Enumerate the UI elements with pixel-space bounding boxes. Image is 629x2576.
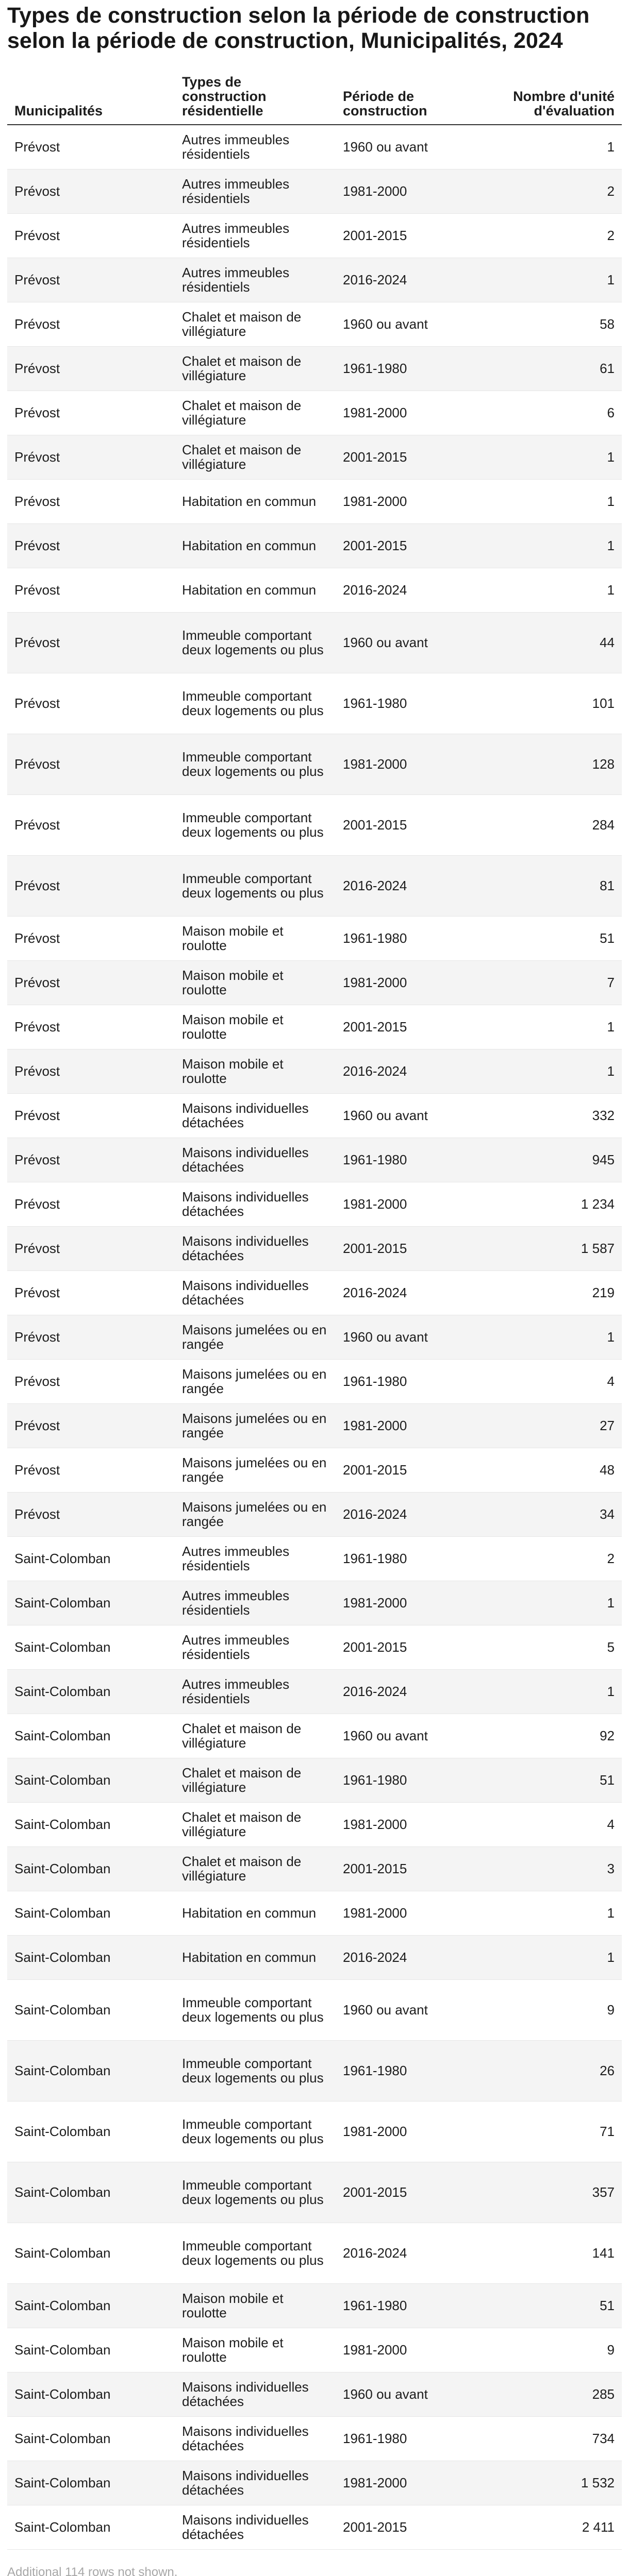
- cell-type-construction: Maison mobile et roulotte: [175, 1005, 336, 1049]
- cell-municipalite: Saint-Colomban: [7, 2040, 175, 2101]
- cell-nombre: 1: [493, 568, 622, 612]
- cell-type-construction: Habitation en commun: [175, 568, 336, 612]
- table-row: [7, 1979, 622, 2040]
- cell-type-construction: Immeuble comportant deux logements ou plus: [175, 673, 336, 734]
- cell-municipalite: Saint-Colomban: [7, 2223, 175, 2283]
- cell-municipalite: Saint-Colomban: [7, 1669, 175, 1714]
- cell-type-construction: Maisons jumelées ou en rangée: [175, 1448, 336, 1492]
- cell-municipalite: Prévost: [7, 673, 175, 734]
- cell-type-construction: Maisons individuelles détachées: [175, 1226, 336, 1270]
- chart-title: Types de construction selon la période de construction selon la période de construction, Municipalités, 2024: [7, 3, 590, 53]
- cell-type-construction: Immeuble comportant deux logements ou plus: [175, 734, 336, 794]
- cell-municipalite: Prévost: [7, 1448, 175, 1492]
- table-row: [7, 2328, 622, 2372]
- cell-periode: 2001-2015: [336, 1625, 493, 1669]
- table-row: [7, 1403, 622, 1448]
- cell-municipalite: Saint-Colomban: [7, 1625, 175, 1669]
- cell-nombre: 51: [493, 2283, 622, 2328]
- cell-nombre: 1: [493, 1581, 622, 1625]
- cell-type-construction: Maisons individuelles détachées: [175, 2372, 336, 2416]
- cell-type-construction: Maison mobile et roulotte: [175, 2328, 336, 2372]
- cell-municipalite: Prévost: [7, 1138, 175, 1182]
- table-row: [7, 479, 622, 523]
- cell-nombre: 1 234: [493, 1182, 622, 1226]
- cell-periode: 1981-2000: [336, 479, 493, 523]
- cell-municipalite: Saint-Colomban: [7, 1979, 175, 2040]
- cell-municipalite: Prévost: [7, 346, 175, 391]
- cell-periode: 1961-1980: [336, 1359, 493, 1403]
- cell-type-construction: Maison mobile et roulotte: [175, 1049, 336, 1093]
- cell-municipalite: Prévost: [7, 523, 175, 568]
- cell-periode: 2016-2024: [336, 258, 493, 302]
- cell-nombre: 219: [493, 1270, 622, 1315]
- cell-municipalite: Prévost: [7, 1492, 175, 1536]
- cell-nombre: 2: [493, 169, 622, 213]
- table-row: [7, 1005, 622, 1049]
- table-row: [7, 1625, 622, 1669]
- cell-nombre: 71: [493, 2101, 622, 2162]
- column-header-municipalites[interactable]: Municipalités: [7, 67, 175, 125]
- cell-municipalite: Prévost: [7, 794, 175, 855]
- table-row: [7, 612, 622, 673]
- cell-nombre: 734: [493, 2416, 622, 2461]
- cell-municipalite: Prévost: [7, 435, 175, 479]
- cell-periode: 2001-2015: [336, 2162, 493, 2223]
- cell-periode: 1961-1980: [336, 2283, 493, 2328]
- cell-nombre: 34: [493, 1492, 622, 1536]
- cell-periode: 1961-1980: [336, 2040, 493, 2101]
- cell-municipalite: Prévost: [7, 916, 175, 960]
- cell-periode: 1981-2000: [336, 2101, 493, 2162]
- cell-municipalite: Prévost: [7, 169, 175, 213]
- cell-nombre: 945: [493, 1138, 622, 1182]
- table-row: [7, 302, 622, 346]
- cell-nombre: 61: [493, 346, 622, 391]
- cell-type-construction: Chalet et maison de villégiature: [175, 391, 336, 435]
- table-row: [7, 1182, 622, 1226]
- table-row: [7, 2372, 622, 2416]
- table-row: [7, 855, 622, 916]
- table-row: [7, 1891, 622, 1935]
- cell-nombre: 58: [493, 302, 622, 346]
- cell-nombre: 1: [493, 479, 622, 523]
- cell-periode: 2001-2015: [336, 794, 493, 855]
- cell-nombre: 1: [493, 523, 622, 568]
- cell-periode: 1981-2000: [336, 2328, 493, 2372]
- cell-municipalite: Prévost: [7, 1093, 175, 1138]
- cell-municipalite: Saint-Colomban: [7, 2328, 175, 2372]
- cell-periode: 1981-2000: [336, 734, 493, 794]
- cell-municipalite: Prévost: [7, 1182, 175, 1226]
- table-row: [7, 346, 622, 391]
- cell-periode: 1961-1980: [336, 2416, 493, 2461]
- cell-type-construction: Habitation en commun: [175, 523, 336, 568]
- cell-periode: 1960 ou avant: [336, 1714, 493, 1758]
- cell-nombre: 5: [493, 1625, 622, 1669]
- cell-type-construction: Chalet et maison de villégiature: [175, 302, 336, 346]
- cell-periode: 1961-1980: [336, 673, 493, 734]
- cell-type-construction: Maisons jumelées ou en rangée: [175, 1359, 336, 1403]
- table-row: [7, 1802, 622, 1846]
- cell-municipalite: Prévost: [7, 479, 175, 523]
- cell-type-construction: Maisons individuelles détachées: [175, 2505, 336, 2549]
- cell-nombre: 332: [493, 1093, 622, 1138]
- cell-periode: 2016-2024: [336, 1669, 493, 1714]
- cell-nombre: 285: [493, 2372, 622, 2416]
- table-row: [7, 258, 622, 302]
- table-row: [7, 2461, 622, 2505]
- table-row: [7, 673, 622, 734]
- table-row: [7, 960, 622, 1005]
- cell-type-construction: Autres immeubles résidentiels: [175, 125, 336, 169]
- cell-periode: 1961-1980: [336, 1536, 493, 1581]
- cell-type-construction: Maisons individuelles détachées: [175, 1182, 336, 1226]
- header-row: [7, 67, 622, 125]
- cell-municipalite: Saint-Colomban: [7, 1935, 175, 1979]
- cell-municipalite: Saint-Colomban: [7, 2162, 175, 2223]
- cell-type-construction: Chalet et maison de villégiature: [175, 1758, 336, 1802]
- cell-type-construction: Chalet et maison de villégiature: [175, 1802, 336, 1846]
- cell-municipalite: Saint-Colomban: [7, 2101, 175, 2162]
- table-row: [7, 435, 622, 479]
- cell-nombre: 284: [493, 794, 622, 855]
- cell-periode: 2016-2024: [336, 568, 493, 612]
- cell-type-construction: Immeuble comportant deux logements ou plus: [175, 2223, 336, 2283]
- cell-type-construction: Maisons individuelles détachées: [175, 2416, 336, 2461]
- table-row: [7, 1669, 622, 1714]
- cell-periode: 1960 ou avant: [336, 1979, 493, 2040]
- cell-nombre: 1: [493, 1315, 622, 1359]
- cell-municipalite: Prévost: [7, 1049, 175, 1093]
- cell-nombre: 1: [493, 125, 622, 169]
- cell-type-construction: Chalet et maison de villégiature: [175, 346, 336, 391]
- cell-type-construction: Autres immeubles résidentiels: [175, 1581, 336, 1625]
- cell-type-construction: Maisons individuelles détachées: [175, 1138, 336, 1182]
- cell-nombre: 1 587: [493, 1226, 622, 1270]
- table-row: [7, 1846, 622, 1891]
- cell-type-construction: Maisons individuelles détachées: [175, 1093, 336, 1138]
- cell-type-construction: Chalet et maison de villégiature: [175, 435, 336, 479]
- cell-nombre: 92: [493, 1714, 622, 1758]
- cell-periode: 1960 ou avant: [336, 612, 493, 673]
- cell-periode: 1981-2000: [336, 2461, 493, 2505]
- cell-periode: 2001-2015: [336, 1846, 493, 1891]
- cell-nombre: 4: [493, 1802, 622, 1846]
- cell-periode: 2016-2024: [336, 2223, 493, 2283]
- table-row: [7, 1448, 622, 1492]
- cell-nombre: 6: [493, 391, 622, 435]
- cell-type-construction: Chalet et maison de villégiature: [175, 1714, 336, 1758]
- cell-type-construction: Autres immeubles résidentiels: [175, 1669, 336, 1714]
- cell-periode: 1960 ou avant: [336, 125, 493, 169]
- cell-type-construction: Habitation en commun: [175, 479, 336, 523]
- cell-nombre: 51: [493, 916, 622, 960]
- cell-type-construction: Autres immeubles résidentiels: [175, 1625, 336, 1669]
- cell-periode: 1960 ou avant: [336, 1093, 493, 1138]
- cell-nombre: 9: [493, 1979, 622, 2040]
- cell-municipalite: Prévost: [7, 568, 175, 612]
- cell-type-construction: Maisons individuelles détachées: [175, 2461, 336, 2505]
- cell-nombre: 357: [493, 2162, 622, 2223]
- cell-municipalite: Prévost: [7, 1403, 175, 1448]
- cell-periode: 2016-2024: [336, 1049, 493, 1093]
- cell-municipalite: Saint-Colomban: [7, 1714, 175, 1758]
- cell-periode: 1961-1980: [336, 1758, 493, 1802]
- cell-nombre: 1: [493, 435, 622, 479]
- cell-municipalite: Prévost: [7, 302, 175, 346]
- table-row: [7, 125, 622, 169]
- cell-periode: 2016-2024: [336, 855, 493, 916]
- cell-periode: 1981-2000: [336, 391, 493, 435]
- cell-periode: 2001-2015: [336, 1226, 493, 1270]
- table-row: [7, 213, 622, 258]
- cell-type-construction: Autres immeubles résidentiels: [175, 1536, 336, 1581]
- cell-nombre: 1: [493, 1935, 622, 1979]
- cell-nombre: 3: [493, 1846, 622, 1891]
- table-row: [7, 1492, 622, 1536]
- cell-periode: 2016-2024: [336, 1492, 493, 1536]
- table-row: [7, 1049, 622, 1093]
- cell-type-construction: Maisons jumelées ou en rangée: [175, 1315, 336, 1359]
- cell-type-construction: Chalet et maison de villégiature: [175, 1846, 336, 1891]
- cell-type-construction: Autres immeubles résidentiels: [175, 169, 336, 213]
- cell-nombre: 101: [493, 673, 622, 734]
- table-row: [7, 2505, 622, 2549]
- cell-municipalite: Prévost: [7, 612, 175, 673]
- cell-periode: 2001-2015: [336, 2505, 493, 2549]
- table-row: [7, 2101, 622, 2162]
- column-header-nombre[interactable]: Nombre d'unité d'évaluation: [493, 67, 622, 125]
- cell-periode: 1981-2000: [336, 1802, 493, 1846]
- cell-nombre: 2 411: [493, 2505, 622, 2549]
- cell-periode: 1981-2000: [336, 1403, 493, 1448]
- cell-municipalite: Saint-Colomban: [7, 2416, 175, 2461]
- table-row: [7, 1093, 622, 1138]
- cell-periode: 2001-2015: [336, 213, 493, 258]
- cell-type-construction: Habitation en commun: [175, 1935, 336, 1979]
- cell-type-construction: Maisons jumelées ou en rangée: [175, 1492, 336, 1536]
- table-row: [7, 2162, 622, 2223]
- table-row: [7, 391, 622, 435]
- cell-type-construction: Maisons jumelées ou en rangée: [175, 1403, 336, 1448]
- cell-periode: 1961-1980: [336, 346, 493, 391]
- table-body: [7, 125, 622, 2549]
- cell-nombre: 1: [493, 1891, 622, 1935]
- cell-type-construction: Maison mobile et roulotte: [175, 916, 336, 960]
- cell-municipalite: Saint-Colomban: [7, 1536, 175, 1581]
- cell-municipalite: Prévost: [7, 734, 175, 794]
- cell-type-construction: Maison mobile et roulotte: [175, 960, 336, 1005]
- cell-municipalite: Saint-Colomban: [7, 1802, 175, 1846]
- cell-nombre: 7: [493, 960, 622, 1005]
- cell-municipalite: Prévost: [7, 213, 175, 258]
- table-row: [7, 734, 622, 794]
- cell-nombre: 128: [493, 734, 622, 794]
- table-row: [7, 169, 622, 213]
- cell-nombre: 48: [493, 1448, 622, 1492]
- cell-periode: 1961-1980: [336, 916, 493, 960]
- table-row: [7, 1226, 622, 1270]
- table-header: [7, 67, 622, 125]
- cell-nombre: 2: [493, 213, 622, 258]
- table-row: [7, 2223, 622, 2283]
- cell-type-construction: Immeuble comportant deux logements ou plus: [175, 794, 336, 855]
- cell-periode: 1961-1980: [336, 1138, 493, 1182]
- table-row: [7, 1536, 622, 1581]
- table-row: [7, 1935, 622, 1979]
- table-row: [7, 916, 622, 960]
- cell-type-construction: Immeuble comportant deux logements ou plus: [175, 2162, 336, 2223]
- table-row: [7, 1359, 622, 1403]
- cell-periode: 1981-2000: [336, 1581, 493, 1625]
- cell-nombre: 1: [493, 1669, 622, 1714]
- data-table: [7, 67, 622, 2550]
- cell-type-construction: Immeuble comportant deux logements ou plus: [175, 612, 336, 673]
- cell-periode: 2001-2015: [336, 1005, 493, 1049]
- cell-nombre: 1: [493, 1049, 622, 1093]
- cell-municipalite: Prévost: [7, 1005, 175, 1049]
- cell-type-construction: Maisons individuelles détachées: [175, 1270, 336, 1315]
- cell-municipalite: Saint-Colomban: [7, 2505, 175, 2549]
- table-row: [7, 2283, 622, 2328]
- cell-periode: 2001-2015: [336, 1448, 493, 1492]
- cell-municipalite: Prévost: [7, 1359, 175, 1403]
- table-row: [7, 1270, 622, 1315]
- cell-municipalite: Saint-Colomban: [7, 1758, 175, 1802]
- cell-nombre: 26: [493, 2040, 622, 2101]
- cell-municipalite: Prévost: [7, 1226, 175, 1270]
- chart-container: [7, 0, 622, 2576]
- table-row: [7, 2416, 622, 2461]
- cell-periode: 1960 ou avant: [336, 302, 493, 346]
- cell-nombre: 27: [493, 1403, 622, 1448]
- cell-type-construction: Immeuble comportant deux logements ou plus: [175, 1979, 336, 2040]
- more-rows-note: Additional 114 rows not shown.: [7, 2565, 178, 2576]
- cell-municipalite: Saint-Colomban: [7, 1846, 175, 1891]
- table-row: [7, 1138, 622, 1182]
- cell-periode: 1960 ou avant: [336, 1315, 493, 1359]
- cell-municipalite: Prévost: [7, 1270, 175, 1315]
- column-header-types[interactable]: Types de construction résidentielle: [175, 67, 336, 125]
- cell-periode: 2016-2024: [336, 1935, 493, 1979]
- table-row: [7, 1315, 622, 1359]
- cell-nombre: 81: [493, 855, 622, 916]
- cell-municipalite: Prévost: [7, 960, 175, 1005]
- cell-periode: 1981-2000: [336, 960, 493, 1005]
- cell-periode: 2016-2024: [336, 1270, 493, 1315]
- cell-municipalite: Prévost: [7, 391, 175, 435]
- table-row: [7, 1714, 622, 1758]
- table-row: [7, 2040, 622, 2101]
- cell-type-construction: Autres immeubles résidentiels: [175, 258, 336, 302]
- table-row: [7, 794, 622, 855]
- cell-type-construction: Autres immeubles résidentiels: [175, 213, 336, 258]
- cell-nombre: 1: [493, 1005, 622, 1049]
- cell-municipalite: Saint-Colomban: [7, 2372, 175, 2416]
- cell-periode: 1981-2000: [336, 1182, 493, 1226]
- cell-municipalite: Saint-Colomban: [7, 2461, 175, 2505]
- cell-nombre: 9: [493, 2328, 622, 2372]
- cell-nombre: 1 532: [493, 2461, 622, 2505]
- cell-nombre: 2: [493, 1536, 622, 1581]
- cell-nombre: 1: [493, 258, 622, 302]
- cell-type-construction: Immeuble comportant deux logements ou plus: [175, 2040, 336, 2101]
- cell-periode: 2001-2015: [336, 435, 493, 479]
- cell-municipalite: Prévost: [7, 855, 175, 916]
- cell-municipalite: Saint-Colomban: [7, 2283, 175, 2328]
- cell-nombre: 4: [493, 1359, 622, 1403]
- cell-type-construction: Maison mobile et roulotte: [175, 2283, 336, 2328]
- cell-nombre: 141: [493, 2223, 622, 2283]
- cell-type-construction: Immeuble comportant deux logements ou plus: [175, 855, 336, 916]
- cell-municipalite: Saint-Colomban: [7, 1581, 175, 1625]
- cell-municipalite: Prévost: [7, 125, 175, 169]
- cell-periode: 1981-2000: [336, 169, 493, 213]
- cell-municipalite: Prévost: [7, 1315, 175, 1359]
- cell-type-construction: Habitation en commun: [175, 1891, 336, 1935]
- cell-type-construction: Immeuble comportant deux logements ou plus: [175, 2101, 336, 2162]
- cell-municipalite: Prévost: [7, 258, 175, 302]
- cell-periode: 1960 ou avant: [336, 2372, 493, 2416]
- column-header-periode[interactable]: Période de construction: [336, 67, 493, 125]
- cell-nombre: 44: [493, 612, 622, 673]
- cell-nombre: 51: [493, 1758, 622, 1802]
- cell-municipalite: Saint-Colomban: [7, 1891, 175, 1935]
- table-row: [7, 523, 622, 568]
- table-row: [7, 568, 622, 612]
- table-row: [7, 1758, 622, 1802]
- cell-periode: 1981-2000: [336, 1891, 493, 1935]
- table-row: [7, 1581, 622, 1625]
- cell-periode: 2001-2015: [336, 523, 493, 568]
